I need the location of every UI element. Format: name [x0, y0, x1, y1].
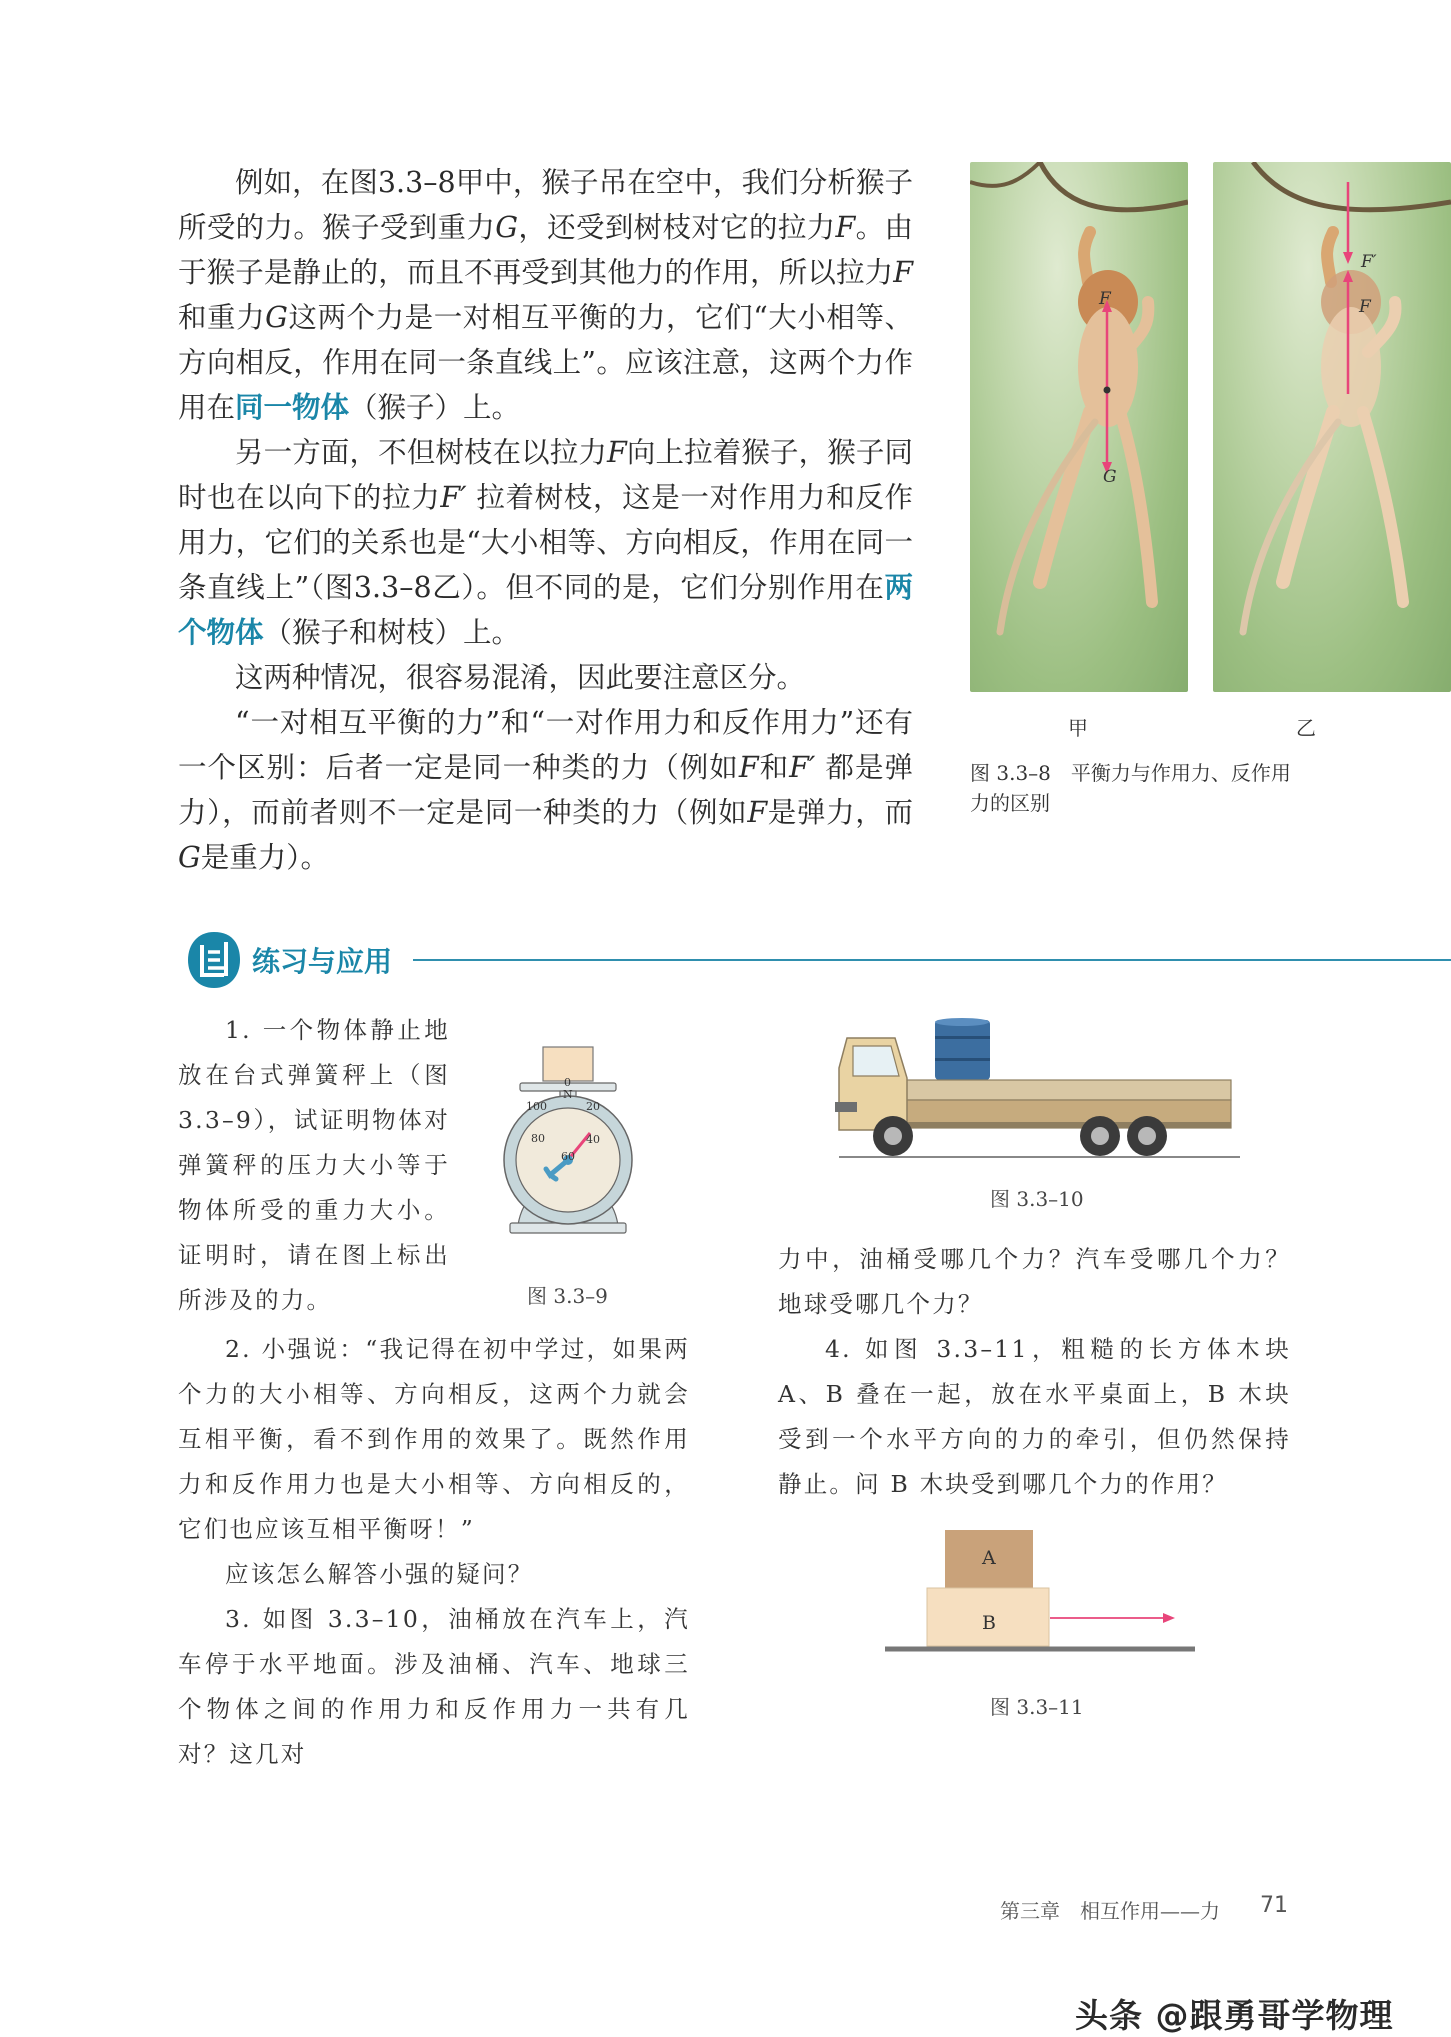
paragraph-1: 例如，在图3.3–8甲中，猴子吊在空中，我们分析猴子所受的力。猴子受到重力G，还受到树枝对它的拉力F。由于猴子是静止的，而且不再受到其他力的作用，所以拉力F和重力G这两个力是一对相互平衡的力，它们“大小相等、方向相反，作用在同一条直线上”。应该注意，这两个力作用在同一物体（猴子）上。 [178, 166, 913, 424]
force-label-F-prime: F′ [1361, 252, 1377, 272]
monkey-illustration-left [970, 162, 1188, 692]
figure-label-yi: 乙 [1296, 716, 1316, 740]
monkey-photo-left [970, 162, 1188, 692]
paragraph-2: 另一方面，不但树枝在以拉力F向上拉着猴子，猴子同时也在以向下的拉力F′ 拉着树枝，这是一对作用力和反作用力，它们的关系也是“大小相等、方向相反，作用在同一条直线上”（图3.3–8乙）。但不同的是，它们分别作用在两个物体（猴子和树枝）上。 [178, 436, 913, 649]
dial-label-80: 80 [531, 1132, 545, 1145]
monkey-illustration-right [1213, 162, 1451, 692]
highlight-two-objects: 两个物体 [178, 571, 913, 649]
blocks-figure [885, 1528, 1195, 1663]
truck-figure [835, 1018, 1240, 1158]
dial-label-20: 20 [586, 1100, 600, 1113]
figure-label-jia: 甲 [1068, 716, 1088, 740]
watermark: 头条 @跟勇哥学物理 [1075, 1996, 1394, 2035]
block-a-label: A [982, 1547, 996, 1569]
dial-unit: N [563, 1088, 573, 1101]
force-label-G: G [1103, 467, 1117, 487]
dial-label-0: 0 [564, 1076, 571, 1089]
figure-3-3-8-caption: 图 3.3–8 平衡力与作用力、反作用 力的区别 [970, 761, 1291, 815]
figure-3-3-10-caption: 图 3.3–10 [990, 1187, 1084, 1211]
footer-chapter: 第三章 相互作用——力 [1000, 1899, 1220, 1923]
section-title: 练习与应用 [252, 945, 393, 978]
force-label-F-right: F [1359, 297, 1371, 317]
exercise-1: 1. 一个物体静止地放在台式弹簧秤上（图 3.3–9），试证明物体对弹簧秤的压力大小等于物体所受的重力大小。证明时，请在图上标出所涉及的力。 [178, 1016, 450, 1314]
dial-label-40: 40 [586, 1133, 600, 1146]
main-text [178, 160, 913, 880]
exercise-3-cont-4: 力中，油桶受哪几个力？汽车受哪几个力？地球受哪几个力？ 4. 如图 3.3–11，粗糙的长方体木块 A、B 叠在一起，放在水平桌面上，B 木块受到一个水平方向的力的牵引，但仍然保持静止。问 B 木块受到哪几个力的作用？ [778, 1245, 1291, 1498]
section-divider [413, 959, 1451, 961]
dial-label-60: 60 [561, 1150, 575, 1163]
paragraph-3: 这两种情况，很容易混淆，因此要注意区分。 [235, 661, 806, 694]
highlight-same-object: 同一物体 [235, 391, 350, 424]
block-b-label: B [982, 1612, 996, 1634]
figure-3-3-9-caption: 图 3.3–9 [527, 1284, 608, 1308]
monkey-photo-right [1213, 162, 1451, 692]
dial-label-100: 100 [526, 1100, 547, 1113]
exercise-2-3: 2. 小强说：“我记得在初中学过，如果两个力的大小相等、方向相反，这两个力就会互相平衡，看不到作用的效果了。既然作用力和反作用力也是大小相等、方向相反的，它们也应该互相平衡呀！” 应该怎么解答小强的疑问？ 3. 如图 3.3–10，油桶放在汽车上，汽车停于水平地面。涉及油桶、汽车、地球三个物体之间的作用力和反作用力一共有几对？这几对 [178, 1335, 690, 1768]
force-label-F: F [1099, 289, 1111, 309]
paragraph-4: “一对相互平衡的力”和“一对作用力和反作用力”还有一个区别：后者一定是同一种类的力（例如F和F′ 都是弹力），而前者则不一定是同一种类的力（例如F是弹力，而G是重力）。 [178, 706, 913, 874]
exercise-section-icon [186, 930, 242, 990]
figure-3-3-11-caption: 图 3.3–11 [990, 1695, 1084, 1719]
page-number: 71 [1260, 1893, 1288, 1918]
